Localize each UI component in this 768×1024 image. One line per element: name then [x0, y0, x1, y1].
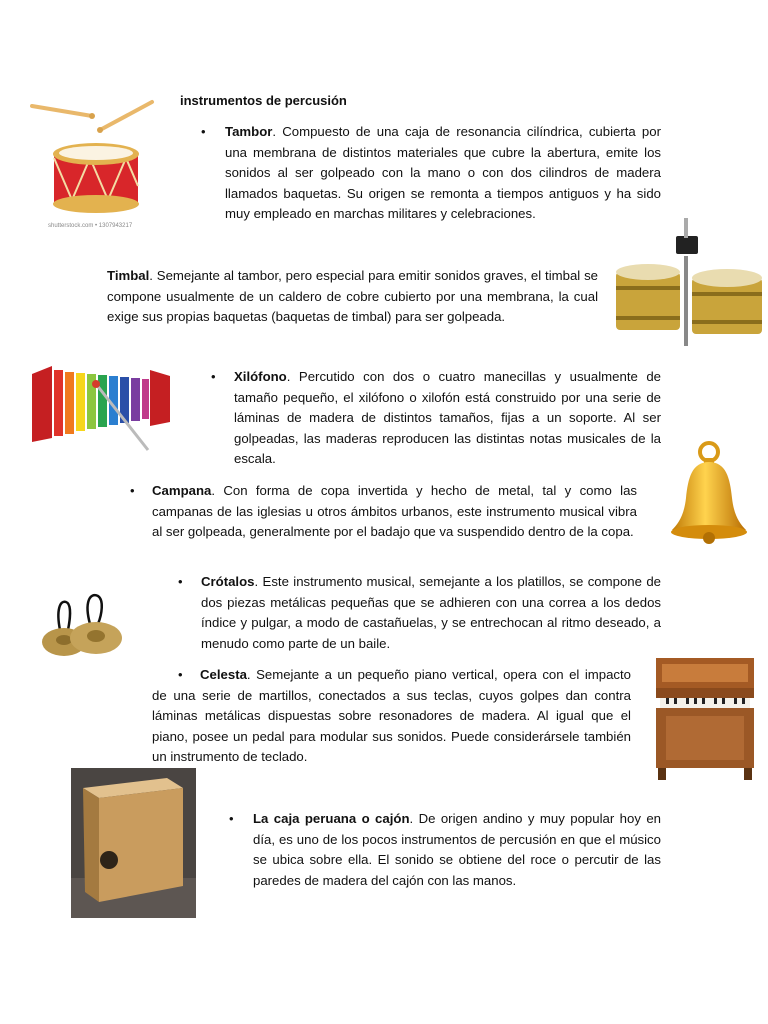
bullet: • [229, 811, 234, 826]
crotalos-term: Crótalos [201, 574, 255, 589]
cajon-paragraph: La caja peruana o cajón. De origen andino y muy popular hoy en día, es uno de los pocos instrumentos de percusión en que el músico se ubica sobre ella. El sonido se obtiene del roce o percutir de las paredes de madera del cajón con las manos. [253, 811, 661, 888]
cajon-term: La caja peruana o cajón [253, 811, 410, 826]
celesta-term: Celesta [200, 667, 247, 682]
celesta-image [652, 656, 758, 780]
bullet: • [178, 574, 183, 589]
tambor-paragraph: Tambor. Compuesto de una caja de resonancia cilíndrica, cubierta por una membrana de distintos materiales que cubre la abertura, emite los sonidos al ser golpeado con la mano o con dos cilindros de madera llamados baquetas. Su origen se remonta a tiempos antiguos y ha sido muy empleado en marchas militares y celebraciones. [225, 124, 661, 222]
page-title: instrumentos de percusión [180, 93, 347, 108]
bullet: • [201, 124, 206, 139]
crotalos-image [38, 590, 126, 666]
bullet: • [130, 483, 135, 498]
cajon-image [71, 768, 196, 918]
campana-term: Campana [152, 483, 212, 498]
bullet: • [211, 369, 216, 384]
bullet: • [178, 667, 183, 682]
timbal-term: Timbal [107, 268, 150, 283]
xilofono-term: Xilófono [234, 369, 287, 384]
drum-image [28, 96, 158, 220]
crotalos-paragraph: Crótalos. Este instrumento musical, semejante a los platillos, se compone de dos piezas metálicas pequeñas que se adhieren con una correa a los dedos índice y pulgar, a modo de castañuelas, y se entrechocan al ritmo deseado, a menudo como parte de un baile. [201, 574, 661, 651]
bell-image [664, 438, 754, 550]
xylophone-image [28, 362, 174, 456]
tambor-term: Tambor [225, 124, 273, 139]
timbal-paragraph: Timbal. Semejante al tambor, pero especial para emitir sonidos graves, el timbal se compone usualmente de un caldero de cobre cubierto por una membrana, la cual exige sus propias baquetas (baquetas de timbal) para ser golpeada. [107, 268, 598, 325]
image-credit: shutterstock.com • 1307943217 [48, 223, 133, 229]
timbales-image [610, 216, 768, 346]
celesta-paragraph: Celesta. Semejante a un pequeño piano vertical, opera con el impacto de una serie de martillos, conectados a sus teclas, cuyos golpes dan contra láminas metálicas dispuestas sobre resonadores de madera. Al igual que el piano, posee un pedal para modular sus sonidos. Puede considerársele también un instrumento de teclado. [152, 667, 631, 765]
campana-paragraph: Campana. Con forma de copa invertida y hecho de metal, tal y como las campanas de las iglesias u otros ámbitos urbanos, este instrumento musical vibra al ser golpeada, generalmente por el badajo que va suspendido dentro de la copa. [152, 483, 637, 540]
xilofono-paragraph: Xilófono. Percutido con dos o cuatro manecillas y usualmente de tamaño pequeño, el xilófono o xilofón está construido por una serie de láminas de madera de distintos tamaños, fijas a un soporte. Al ser golpeadas, las maderas reproducen las distintas notas musicales de la escala. [234, 369, 661, 467]
